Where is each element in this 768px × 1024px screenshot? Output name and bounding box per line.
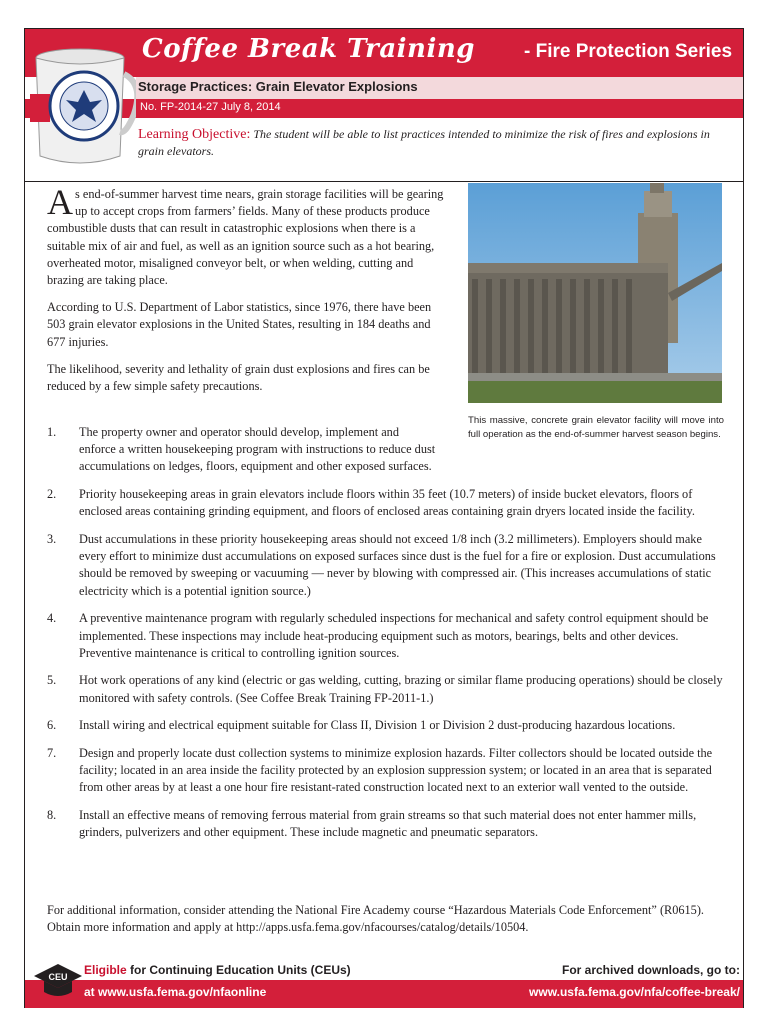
list-item <box>47 610 727 662</box>
archive-label: For archived downloads, go to: <box>561 963 740 977</box>
ceu-eligible-label: Eligible <box>84 963 127 977</box>
intro-section <box>47 182 451 405</box>
list-number: 8. <box>47 808 57 823</box>
list-text: Priority housekeeping areas in grain elevators include floors within 35 feet (10.7 meters) of inside bucket elevators, floors of enclosed areas containing grinding equipment, and floors of enclosed areas containing grain dryers located inside the facility. <box>79 487 695 519</box>
ceu-text: for Continuing Education Units (CEUs) <box>126 963 351 977</box>
list-text: Install wiring and electrical equipment suitable for Class II, Division 1 or Division 2 dust-producing hazardous locations. <box>79 718 676 733</box>
intro-paragraph-3: The likelihood, severity and lethality of grain dust explosions and fires can be reduced by a few simple safety precautions. <box>47 361 430 394</box>
list-number: 2. <box>47 487 57 502</box>
list-text: Install an effective means of removing ferrous material from grain streams so that such material does not enter hammer mills, grinders, pulverizers and other equipment. These include magnetic and pneumatic separators. <box>79 808 697 840</box>
issue-number: No. FP-2014-27 July 8, 2014 <box>140 101 281 113</box>
list-number: 4. <box>47 611 57 626</box>
list-number: 7. <box>47 746 57 761</box>
list-item <box>47 424 437 476</box>
ceu-eligibility <box>84 963 351 977</box>
intro-paragraph-1 <box>47 182 451 289</box>
list-item <box>47 672 727 706</box>
header-divider <box>25 181 743 182</box>
safety-list <box>47 424 727 852</box>
list-text: The property owner and operator should develop, implement and enforce a written housekeeping program with instructions to reduce dust accumulations on ledges, floors, equipment and other exposed surfaces. <box>79 425 436 474</box>
list-item <box>47 717 727 734</box>
brand-title: Coffee Break Training <box>142 34 475 64</box>
series-title: - Fire Protection Series <box>524 41 733 62</box>
list-text: Design and properly locate dust collection systems to minimize explosion hazards. Filter collectors should be located outside the facility; located in an area inside the facility protected by an explosion suppression system; or located in an area that is separated from other areas by at least a one hour fire resistant-rated construction located next to an exterior wall vented to the outside. <box>79 746 713 795</box>
list-text: Hot work operations of any kind (electric or gas welding, cutting, brazing or similar flame producing operations) should be closely monitored with safety controls. (See Coffee Break Training FP-2011-1.) <box>79 673 723 705</box>
list-number: 6. <box>47 718 57 733</box>
list-text: A preventive maintenance program with regularly scheduled inspections for mechanical and safety control equipment should be implemented. These inspections may include heat-producing equipment such as motors, bearings, belts and other devices. Preventive maintenance is critical to controlling ignition sources. <box>79 611 709 660</box>
intro-paragraph-2: According to U.S. Department of Labor statistics, since 1976, there have been 503 grain elevator explosions in the United States, resulting in 184 deaths and 677 injuries. <box>47 300 432 349</box>
coffee-mug-logo <box>28 44 136 169</box>
closing-paragraph: For additional information, consider attending the National Fire Academy course “Hazardous Materials Code Enforcement” (R0615). Obtain more information and apply at http://apps.usfa.fema.gov/nfacourses/catalog/details/10504. <box>47 903 705 935</box>
list-item <box>47 486 727 520</box>
learning-objective <box>138 126 728 160</box>
list-number: 3. <box>47 532 57 547</box>
list-number: 5. <box>47 673 57 688</box>
photo-caption: This massive, concrete grain elevator facility will move into full operation as the end-of-summer harvest season begins. <box>468 415 724 440</box>
list-item <box>47 531 727 600</box>
page-title: Storage Practices: Grain Elevator Explosions <box>138 79 418 94</box>
list-text: Dust accumulations in these priority housekeeping areas should not exceed 1/8 inch (3.2 millimeters). Employers should make every effort to minimize dust accumulations on exposed surfaces since dust is the fuel for a fire or explosion. Dust accumulations should be removed by sweeping or vacuuming — never by blowing with compressed air. (This increases accumulations of static electricity which is a potential ignition source.) <box>79 532 716 598</box>
objective-text: The student will be able to list practices intended to minimize the risk of fires and explosions in grain elevators. <box>138 127 710 158</box>
graduation-cap-icon <box>32 962 84 1002</box>
ceu-badge-text: CEU <box>48 972 68 982</box>
drop-cap: A <box>47 182 73 222</box>
grain-elevator-photo <box>468 183 722 403</box>
intro-text-1: s end-of-summer harvest time nears, grain storage facilities will be gearing up to accept crops from farmers’ fields. Many of these products produce combustible dusts that can result in catastrophic explosions when there is a suitable mix of air and fuel, as well as an ignition source such as a hot bearing, overheated motor, misaligned conveyor belt, or when welding, cutting and brazing are taking place. <box>47 187 444 288</box>
nfa-online-link[interactable]: at www.usfa.fema.gov/nfaonline <box>84 985 267 999</box>
objective-label: Learning Objective: <box>138 127 251 142</box>
list-item <box>47 745 727 797</box>
archive-link[interactable]: www.usfa.fema.gov/nfa/coffee-break/ <box>529 985 740 999</box>
list-item <box>47 807 727 841</box>
list-number: 1. <box>47 425 57 439</box>
